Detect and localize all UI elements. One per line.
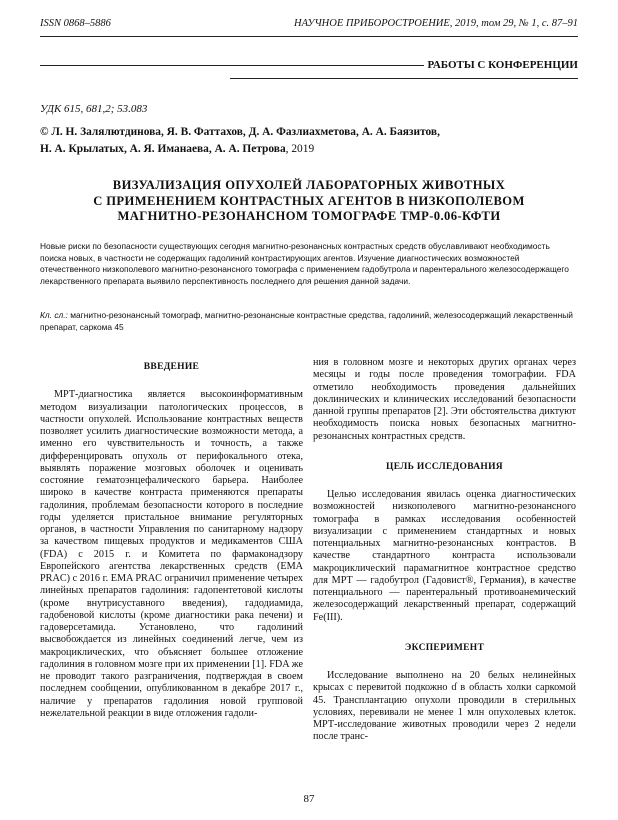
header-rule — [40, 36, 578, 37]
article-title — [40, 178, 578, 225]
udk-code: УДК 615, 681,2; 53.083 — [40, 103, 148, 115]
left-column — [40, 361, 303, 720]
journal-issn: ISSN 0868–5886 — [40, 18, 111, 29]
title-line-1: ВИЗУАЛИЗАЦИЯ ОПУХОЛЕЙ ЛАБОРАТОРНЫХ ЖИВОТНЫХ — [112, 178, 506, 192]
experiment-paragraph: Исследование выполнено на 20 белых нелинейных крысах с перевитой подкожно ɗ в область холки саркомой 45. Трансплантацию опухоли проводили в стерильных условиях, перевивали не менее 1 млн опухолевых клеток. МРТ-исследование животных проводили через 2 недели после транс- — [313, 670, 576, 743]
journal-citation: НАУЧНОЕ ПРИБОРОСТРОЕНИЕ, 2019, том 29, № 1, с. 87–91 — [294, 18, 578, 29]
rubric-line-left — [40, 65, 424, 66]
intro-paragraph: МРТ-диагностика является высокоинформативным методом визуализации патологических процессов, в частности опухолей. Использование контрастных веществ позволяет усилить диагностические возможности метода, а именно его чувствительность и точность, а также дифференцировать опухоль от перифокального отека, выявлять поражение мозговых оболочек и оценивать состояние гематоэнцефалического барьера. Наиболее широко в качестве контраста применяются препараты гадолиния, проблемам безопасности которого в последние годы уделяется пристальное внимание регуляторных органов, в частности Управления по санитарному надзору за качеством пищевых продуктов и медикаментов США (FDA) с 2015 г. и Комитета по фармаконадзору Европейского агентства лекарственных средств (EMA PRAC) с 2016 г. EMA PRAC ограничил применение четырех линейных препаратов гадолиния: гадопентетовой кислоты (кроме внутрисуставного введения), гадодиамида, гадобеновой кислоты (кроме диагностики рака печени) и гадоверсетамида. Установлено, что гадолиний высвобождается из линейных соединений легче, чем из макроциклических, что объясняет большее отложение гадолиния в головном мозге при их применении [1]. FDA же не проводит такого разграничения, подтверждая в своем последнем сообщении, опубликованном в декабре 2017 г., наличие у препаратов гадолиния новой групповой нежелательной реакции в виде отложения гадоли- — [40, 389, 304, 719]
author-names-2: Н. А. Крылатых, А. Я. Иманаева, А. А. Петрова — [40, 143, 286, 155]
author-line-1: © Л. Н. Залялютдинова, Я. В. Фаттахов, Д. А. Фазлиахметова, А. А. Баязитов, — [40, 126, 440, 138]
section-heading-intro: ВВЕДЕНИЕ — [143, 362, 200, 372]
title-line-2: С ПРИМЕНЕНИЕМ КОНТРАСТНЫХ АГЕНТОВ В НИЗКОПОЛЕВОМ — [93, 193, 525, 208]
page-number: 87 — [303, 793, 315, 805]
abstract: Новые риски по безопасности существующих сегодня магнитно-резонансных контрастных средств обуславливают необходимость поиска новых, в частности не содержащих гадолиний контрастирующих агентов. Изучение диагностических возможностей отечественного низкополевого магнитно-резонансного томографа с применением гадобутрола и парентерального железосодержащего лекарственного препарата выявило перспективность последнего для решения данной задачи. — [40, 241, 569, 286]
title-line-3: МАГНИТНО-РЕЗОНАНСНОМ ТОМОГРАФЕ ТМР-0.06-КФТИ — [117, 209, 501, 223]
author-list — [40, 124, 578, 158]
keywords-text: магнитно-резонансный томограф, магнитно-резонансные контрастные средства, гадолиний, железосодержащий лекарственный препарат, саркома 45 — [40, 310, 573, 332]
rubric-bar — [40, 58, 578, 72]
intro-paragraph-continued: ния в головном мозге и некоторых других органах через месяцы и годы после проведения томографии. FDA отметило необходимость проведения дальнейших доклинических и клинических исследований безопасности данной группы препаратов [2]. Эти обстоятельства диктуют необходимость поиска новых безопасных магнитно-резонансных контрастных средств. — [313, 357, 576, 442]
goal-paragraph: Целью исследования явилась оценка диагностических возможностей низкополевого магнитно-резонансного томографа в рамках исследования особенностей визуализации с применением стандартных и новых потенциальных магнитно-резонансных контрастов. В качестве стандартного контраста использовали макроциклический парамагнитное контрастное средство для МРТ — гадобутрол (Гадовист®, Германия), в качестве потенциального — парентеральный противоанемический железосодержащий лекарственный препарат, содержащий Fe(III). — [313, 489, 576, 623]
keywords-label: Кл. сл.: — [40, 310, 68, 320]
rubric-underline — [230, 78, 578, 79]
section-heading-experiment: ЭКСПЕРИМЕНТ — [404, 642, 485, 653]
author-line-2 — [40, 141, 578, 158]
rubric-title: РАБОТЫ С КОНФЕРЕНЦИИ — [427, 59, 578, 71]
right-column — [313, 357, 576, 744]
copyright-year: , 2019 — [285, 143, 315, 155]
section-heading-goal: ЦЕЛЬ ИССЛЕДОВАНИЯ — [386, 461, 503, 472]
keywords — [40, 310, 578, 333]
